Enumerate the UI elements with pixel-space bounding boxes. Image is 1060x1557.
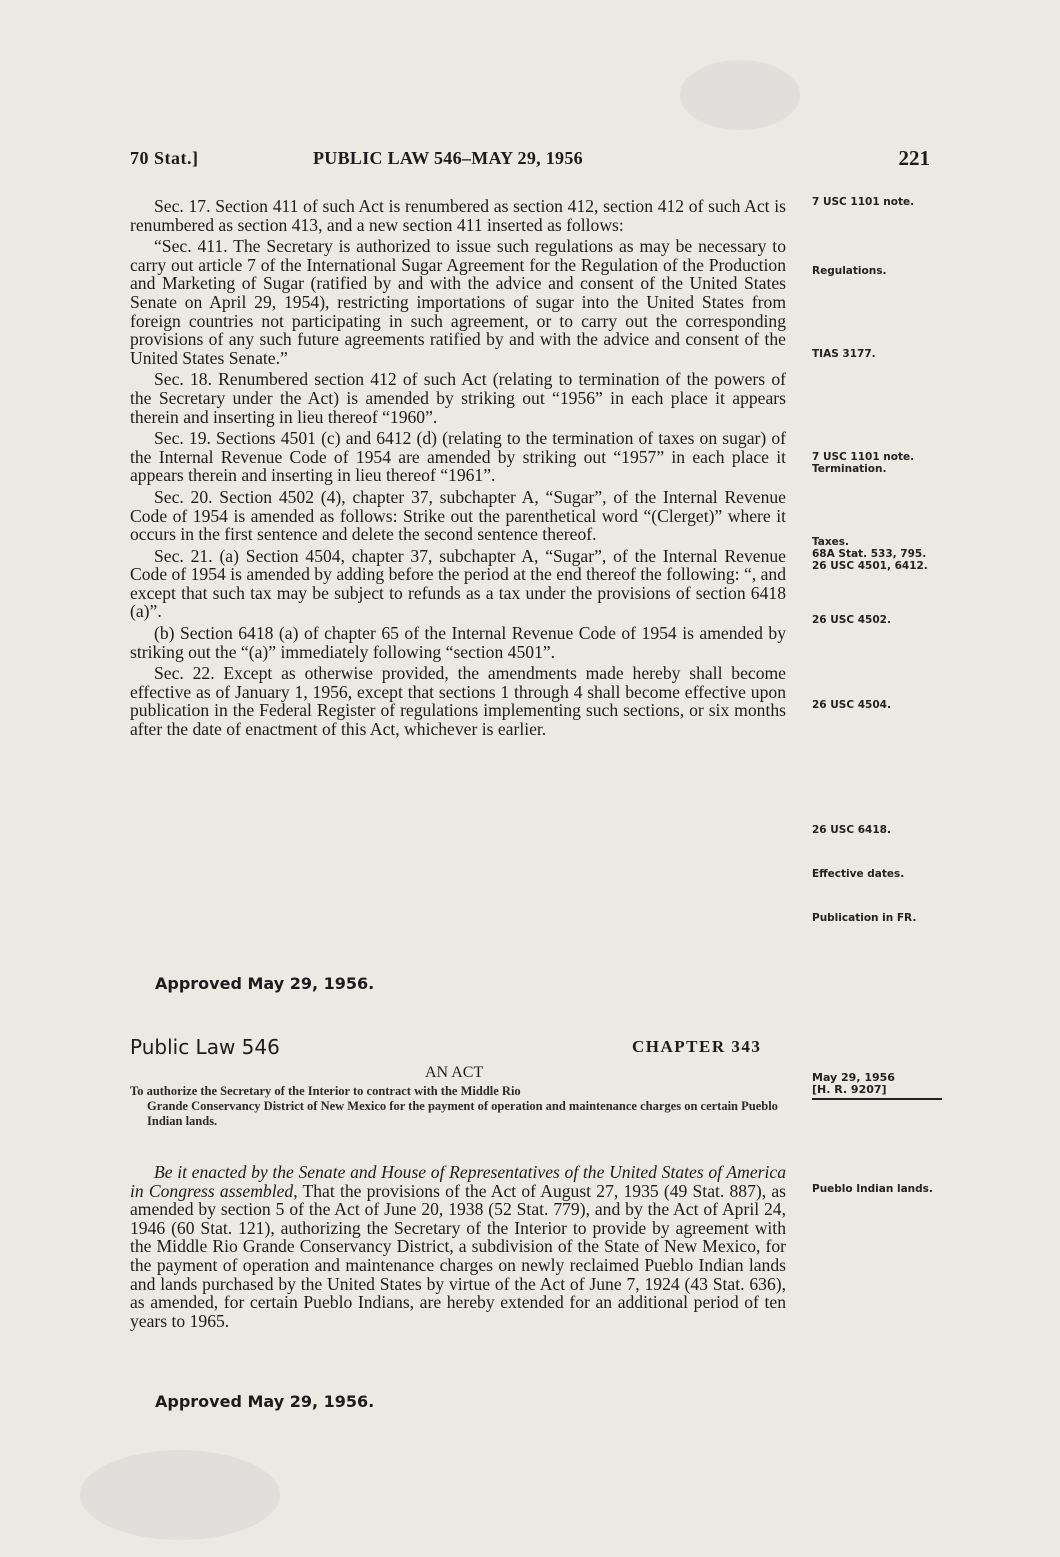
approval-line: Approved May 29, 1956. [155, 974, 375, 993]
section-21-a: Sec. 21. (a) Section 4504, chapter 37, subchapter A, “Sugar”, of the Internal Revenue Code of 1954 is amended by adding before the period at the end thereof the following: “, and except that such tax may be subject to refunds as a tax under the provisions of section 6418 (a)”. [130, 545, 786, 622]
section-19: Sec. 19. Sections 4501 (c) and 6412 (d) (relating to the termination of taxes on sugar) of the Internal Revenue Code of 1954 are amended by striking out “1957” in each place it appears therein and inserting in lieu thereof “1961”. [130, 428, 786, 486]
margin-note-line: 68A Stat. 533, 795. [812, 548, 927, 560]
margin-note-line: [H. R. 9207] [812, 1083, 887, 1096]
margin-note-line: 26 USC 4501, 6412. [812, 560, 928, 572]
margin-note-usc: 7 USC 1101 note. [812, 196, 915, 208]
approval-line-2: Approved May 29, 1956. [155, 1392, 375, 1411]
section-21-b: (b) Section 6418 (a) of chapter 65 of the Internal Revenue Code of 1954 is amended by striking out the “(a)” immediately following “section 4501”. [130, 623, 786, 662]
section-17: Sec. 17. Section 411 of such Act is renumbered as section 412, section 412 of such Act is renumbered as section 413, and a new section 411 inserted as follows: [130, 196, 786, 235]
enacting-text: That the provisions of the Act of August 27, 1935 (49 Stat. 887), as amended by section 5 of the Act of June 20, 1938 (52 Stat. 779), and by the Act of April 24, 1946 (60 Stat. 121), authorizing the Secretary of the Interior to provide by agreement with the Middle Rio Grande Conservancy District, a subdivision of the State of New Mexico, for the payment of operation and maintenance charges on newly reclaimed Pueblo Indian lands and lands purchased by the United States by virtue of the Act of June 7, 1924 (43 Stat. 636), as amended, for certain Pueblo Indians, are hereby extended for an additional period of ten years to 1965. [130, 1180, 786, 1331]
margin-note-usc-6418: 26 USC 6418. [812, 824, 891, 836]
law-545-continuation [130, 197, 786, 739]
margin-rule [812, 1098, 942, 1100]
running-title: PUBLIC LAW 546–MAY 29, 1956 [313, 148, 583, 168]
an-act-heading: AN ACT [425, 1064, 484, 1081]
purpose-line: To authorize the Secretary of the Interior to contract with the Middle Rio [130, 1084, 521, 1098]
margin-note-usc-4504: 26 USC 4504. [812, 699, 891, 711]
section-411: “Sec. 411. The Secretary is authorized to issue such regulations as may be necessary to carry out article 7 of the International Sugar Agreement for the Regulation of the Production and Marketing of Sugar (ratified by and with the advice and consent of the United States Senate on April 29, 1954), restricting importations of sugar into the United States from foreign countries not participating in such agreement, or to carry out the corresponding provisions of any such future agreements ratified by and with the advice and consent of the United States Senate.” [130, 236, 786, 368]
chapter-heading: CHAPTER 343 [632, 1037, 762, 1056]
paper-blemish [80, 1450, 280, 1540]
margin-note-taxes [812, 536, 947, 572]
margin-note-publication: Publication in FR. [812, 912, 917, 924]
section-18: Sec. 18. Renumbered section 412 of such Act (relating to termination of the powers of the Secretary under the Act) is amended by striking out “1956” in each place it appears therein and inserting in lieu thereof “1960”. [130, 369, 786, 427]
page-header [130, 148, 930, 178]
margin-note-tias: TIAS 3177. [812, 348, 876, 360]
margin-note-date-bill [812, 1072, 947, 1096]
margin-note-regulations: Regulations. [812, 265, 887, 277]
margin-note-effective-dates: Effective dates. [812, 868, 905, 880]
purpose-line: Grande Conservancy District of New Mexico for the payment of operation and maintenance charges on certain Pueblo Indian lands. [147, 1099, 778, 1128]
enacting-clause [130, 1163, 786, 1330]
margin-note-line: Termination. [812, 463, 887, 475]
margin-note-line: 7 USC 1101 note. [812, 451, 915, 463]
public-law-title: Public Law 546 [130, 1035, 280, 1059]
section-22: Sec. 22. Except as otherwise provided, the amendments made hereby shall become effective as of January 1, 1956, except that sections 1 through 4 shall become effective upon publication in the Federal Register of regulations implementing such sections, or six months after the date of enactment of this Act, whichever is earlier. [130, 663, 786, 740]
margin-note-line: May 29, 1956 [812, 1071, 895, 1084]
margin-note-usc-termination [812, 451, 947, 475]
margin-note-pueblo: Pueblo Indian lands. [812, 1183, 933, 1195]
paper-blemish [680, 60, 800, 130]
act-purpose [130, 1084, 786, 1129]
margin-note-usc-4502: 26 USC 4502. [812, 614, 891, 626]
enacting-paragraph [130, 1163, 786, 1330]
section-20: Sec. 20. Section 4502 (4), chapter 37, subchapter A, “Sugar”, of the Internal Revenue Code of 1954 is amended as follows: Strike out the parenthetical word “(Clerget)” where it occurs in the first sentence and delete the second sentence thereof. [130, 486, 786, 545]
page-number: 221 [898, 146, 930, 170]
margin-note-line: Taxes. [812, 536, 850, 548]
enacting-formula: Be it enacted by the Senate and House of Representatives of the United States of America in Congress assembled, [130, 1162, 786, 1201]
volume-reference: 70 Stat.] [130, 148, 199, 168]
